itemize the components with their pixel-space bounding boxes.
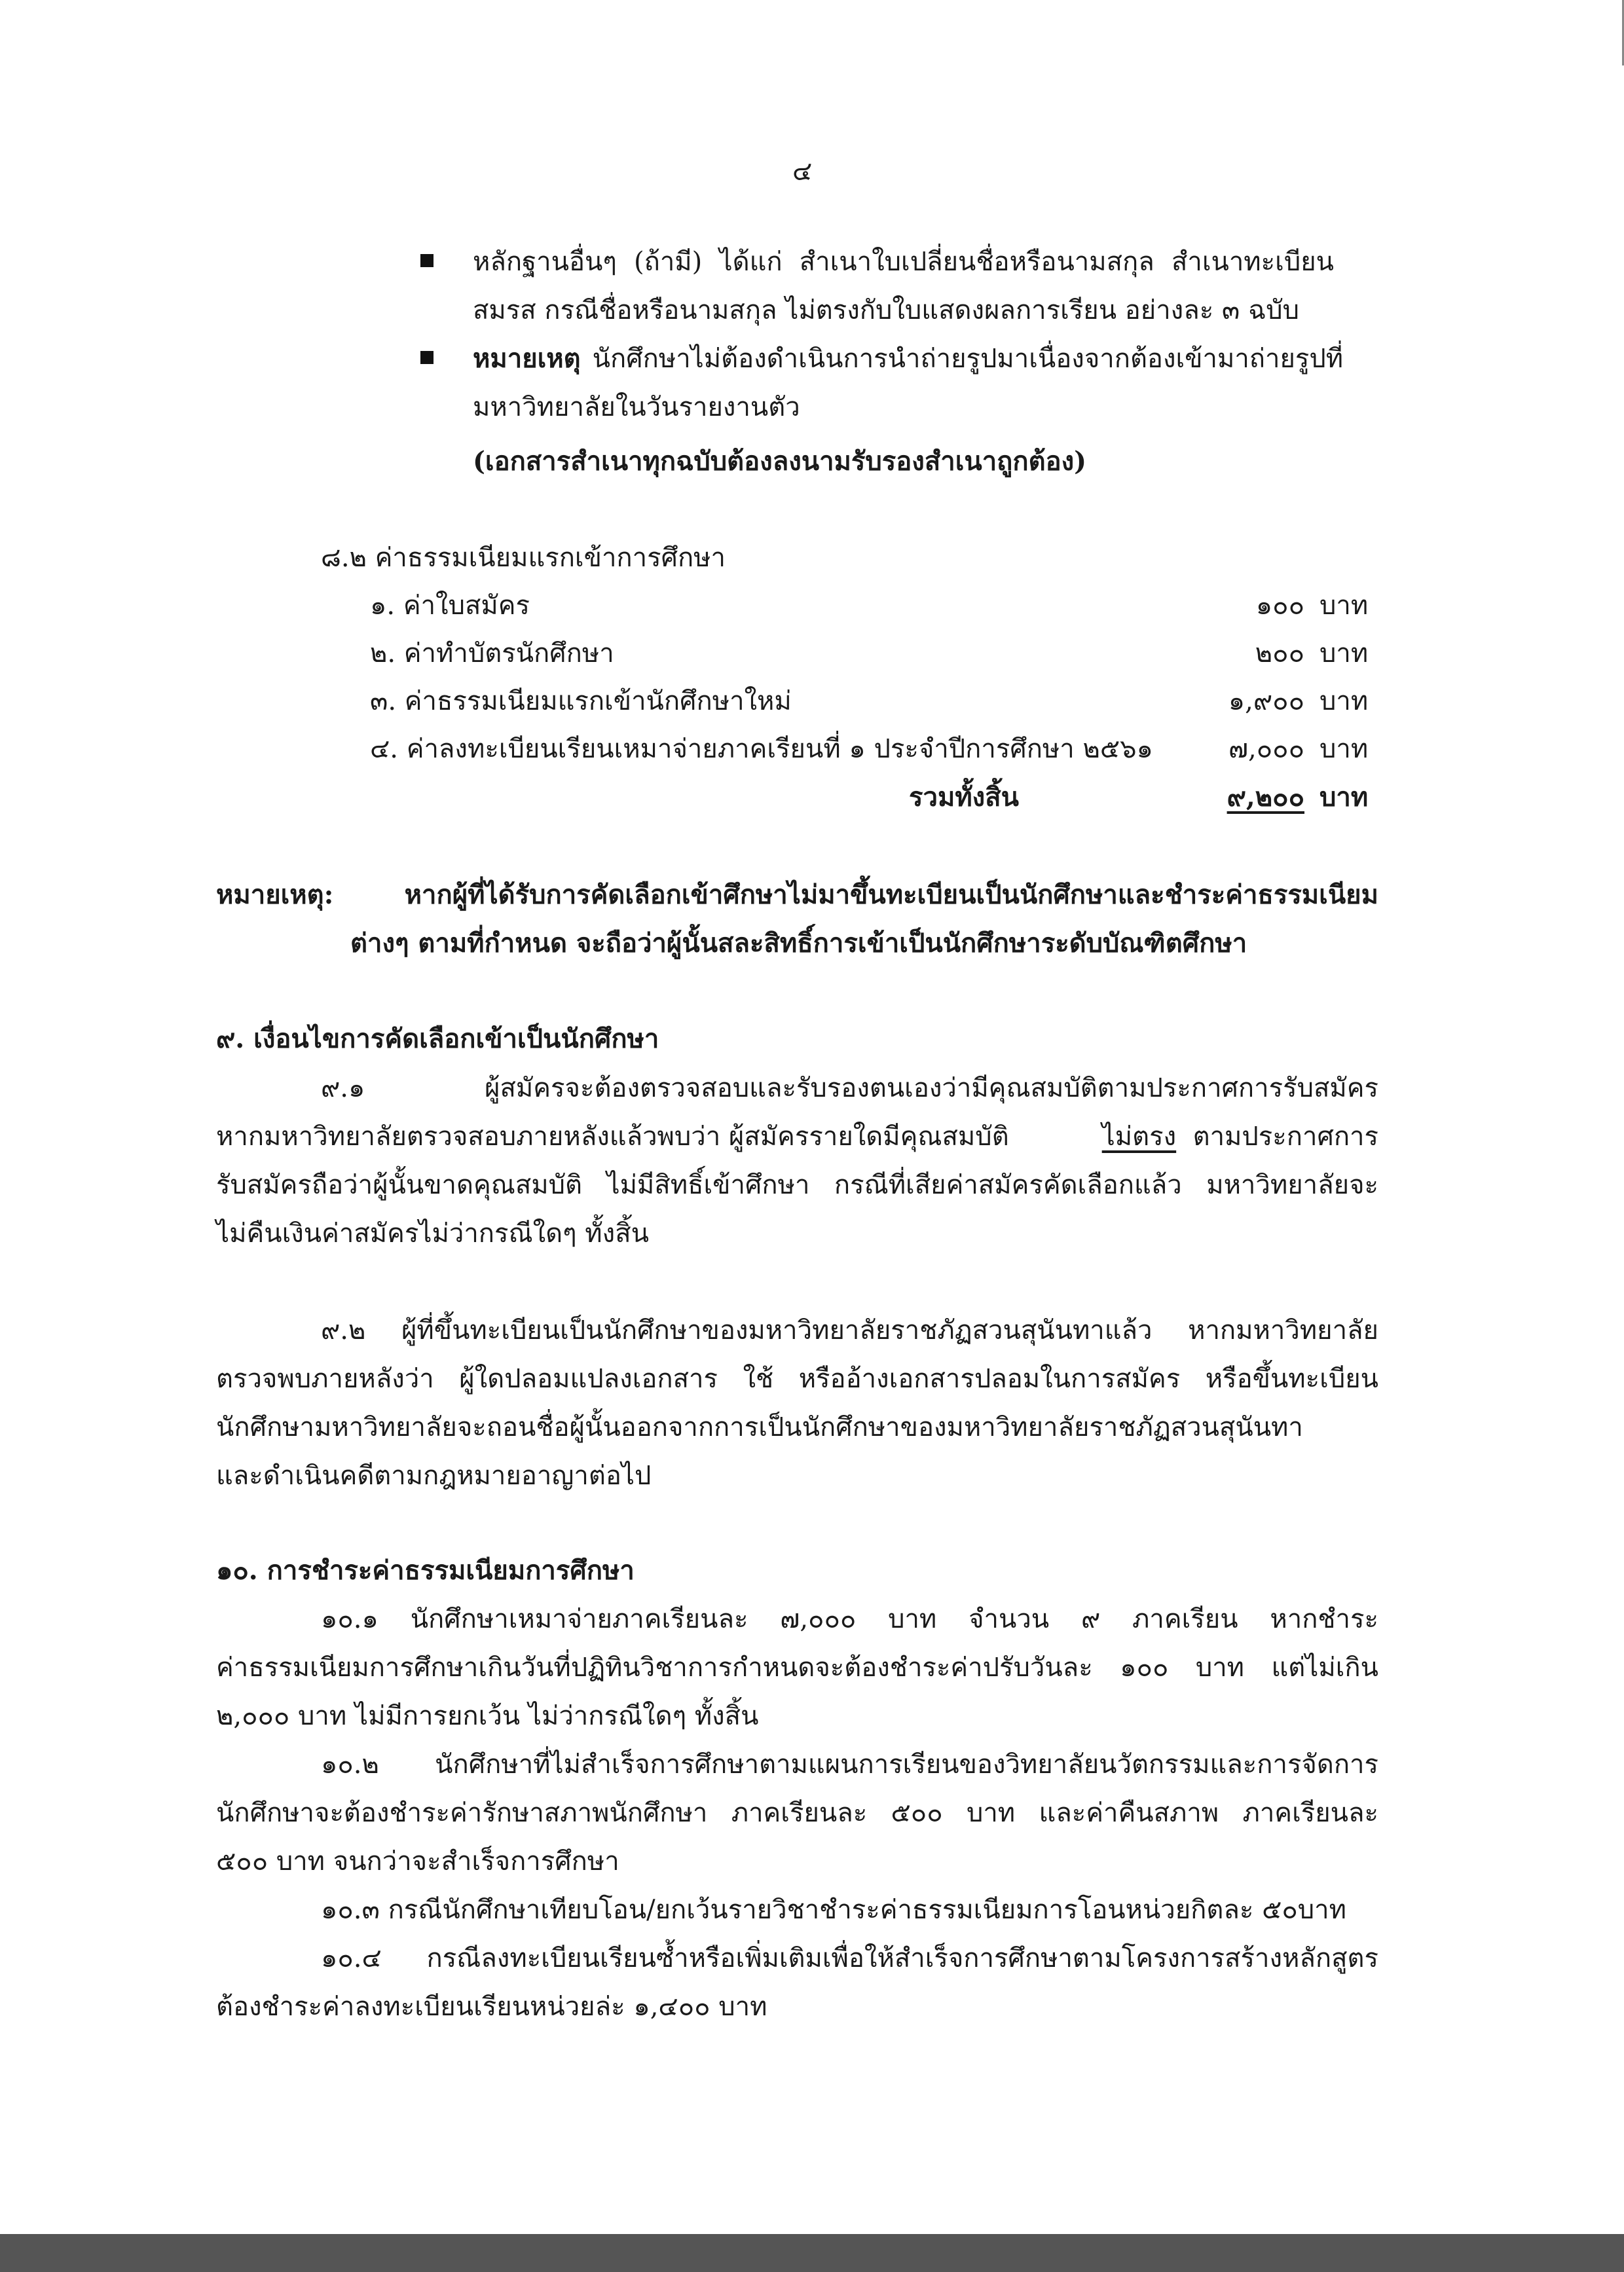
section-9-1-line2: หากมหาวิทยาลัยตรวจสอบภายหลังแล้วพบว่า ผู้สมัครรายใดมีคุณสมบัติ ไม่ตรง ตามประกาศการ	[216, 1122, 1378, 1152]
fee-item-label: ๑. ค่าใบสมัคร	[370, 591, 530, 621]
enrollment-remark-line2: ต่างๆ ตามที่กำหนด จะถือว่าผู้นั้นสละสิทธิ์การเข้าเป็นนักศึกษาระดับบัณฑิตศึกษา	[350, 928, 1247, 959]
section-10-1-body: ค่าธรรมเนียมการศึกษาเกินวันที่ปฏิทินวิชาการกำหนดจะต้องชำระค่าปรับวันละ ๑๐๐ บาท แต่ไม่เกิน ๒,๐๐๐ บาท ไม่มีการยกเว้น ไม่ว่ากรณีใดๆ ทั้งสิ้น	[216, 1653, 1378, 1731]
section-9-1-line1: ๙.๑ ผู้สมัครจะต้องตรวจสอบและรับรองตนเองว่ามีคุณสมบัติตามประกาศการรับสมัคร	[321, 1073, 1378, 1103]
fee-item-unit: บาท	[1320, 591, 1369, 621]
fee-item-amount: ๒๐๐	[1255, 638, 1304, 669]
section-10-4-line2: ต้องชำระค่าลงทะเบียนเรียนหน่วยล่ะ ๑,๔๐๐ บาท	[216, 1992, 767, 2022]
fee-item-label: ๓. ค่าธรรมเนียมแรกเข้านักศึกษาใหม่	[370, 686, 792, 716]
fee-item-amount: ๗,๐๐๐	[1228, 734, 1304, 764]
section-9-2-line1: ๙.๒ ผู้ที่ขึ้นทะเบียนเป็นนักศึกษาของมหาวิทยาลัยราชภัฏสวนสุนันทาแล้ว หากมหาวิทยาลัย	[321, 1315, 1378, 1346]
fee-item-unit: บาท	[1320, 734, 1369, 764]
not-matching-emphasis: ไม่ตรง	[1101, 1122, 1177, 1152]
fee-item-label: ๒. ค่าทำบัตรนักศึกษา	[370, 638, 614, 669]
enrollment-remark: หมายเหตุ: หากผู้ที่ได้รับการคัดเลือกเข้าศึกษาไม่มาขึ้นทะเบียนเป็นนักศึกษาและชำระค่าธรรมเนียม	[216, 879, 1378, 910]
bullet-item-remark	[473, 335, 1365, 383]
remark-text-line2: มหาวิทยาลัยในวันรายงานตัว	[473, 392, 800, 422]
remark-text: นักศึกษาไม่ต้องดำเนินการนำถ่ายรูปมาเนื่องจากต้องเข้ามาถ่ายรูปที่	[592, 344, 1344, 374]
section-9-1-line3: รับสมัครถือว่าผู้นั้นขาดคุณสมบัติ ไม่มีสิทธิ์เข้าศึกษา กรณีที่เสียค่าสมัครคัดเลือกแล้ว มหาวิทยาลัยจะ	[216, 1170, 1378, 1200]
fee-item-unit: บาท	[1320, 686, 1369, 716]
page-number: ๔	[792, 156, 813, 187]
bullet-square-icon	[420, 254, 434, 267]
fee-item-label: ๔. ค่าลงทะเบียนเรียนเหมาจ่ายภาคเรียนที่ ๑ ประจำปีการศึกษา ๒๕๖๑	[370, 734, 1153, 764]
fees-total-label: รวมทั้งสิ้น	[909, 782, 1019, 813]
fees-heading: ๘.๒ ค่าธรรมเนียมแรกเข้าการศึกษา	[321, 543, 726, 573]
bullet-item-other-evidence: หลักฐานอื่นๆ (ถ้ามี) ได้แก่ สำเนาใบเปลี่ยนชื่อหรือนามสกุล สำเนาทะเบียน สมรส กรณีชื่อหรือนามสกุล ไม่ตรงกับใบแสดงผลการเรียน อย่างละ ๓ ฉบับ	[473, 247, 1334, 325]
fees-total-unit: บาท	[1320, 782, 1369, 813]
fees-total-amount: ๙,๒๐๐	[1227, 782, 1304, 813]
section-9-heading: ๙. เงื่อนไขการคัดเลือกเข้าเป็นนักศึกษา	[216, 1023, 659, 1054]
certify-note: (เอกสารสำเนาทุกฉบับต้องลงนามรับรองสำเนาถูกต้อง)	[473, 446, 1087, 477]
section-10-1-line1: ๑๐.๑ นักศึกษาเหมาจ่ายภาคเรียนละ ๗,๐๐๐ บาท จำนวน ๙ ภาคเรียน หากชำระ	[321, 1604, 1378, 1634]
fee-item-amount: ๑๐๐	[1255, 591, 1304, 621]
fee-item-unit: บาท	[1320, 638, 1369, 669]
section-10-4-line1: ๑๐.๔ กรณีลงทะเบียนเรียนซ้ำหรือเพิ่มเติมเพื่อให้สำเร็จการศึกษาตามโครงการสร้างหลักสูตร	[321, 1943, 1378, 1973]
bullet-square-icon	[420, 351, 434, 364]
section-10-2-line1: ๑๐.๒ นักศึกษาที่ไม่สำเร็จการศึกษาตามแผนการเรียนของวิทยาลัยนวัตกรรมและการจัดการ	[321, 1750, 1378, 1780]
remark-label: หมายเหตุ	[473, 343, 581, 374]
fee-item-amount: ๑,๙๐๐	[1228, 686, 1304, 716]
section-10-3: ๑๐.๓ กรณีนักศึกษาเทียบโอน/ยกเว้นรายวิชาชำระค่าธรรมเนียมการโอนหน่วยกิตละ ๕๐บาท	[321, 1895, 1346, 1925]
section-9-2-body: ตรวจพบภายหลังว่า ผู้ใดปลอมแปลงเอกสาร ใช้ หรืออ้างเอกสารปลอมในการสมัคร หรือขึ้นทะเบียน นักศึกษามหาวิทยาลัยจะถอนชื่อผู้นั้นออกจากการเป็นนักศึกษาของมหาวิทยาลัยราชภัฏสวนสุนันทา และดำเนินคดีตามกฎหมายอาญาต่อไป	[216, 1364, 1378, 1491]
section-9-1-line4: ไม่คืนเงินค่าสมัครไม่ว่ากรณีใดๆ ทั้งสิ้น	[216, 1218, 649, 1249]
section-10-heading: ๑๐. การชำระค่าธรรมเนียมการศึกษา	[216, 1555, 635, 1586]
scan-footer-bar	[0, 2234, 1624, 2272]
section-10-2-body: นักศึกษาจะต้องชำระค่ารักษาสภาพนักศึกษา ภาคเรียนละ ๕๐๐ บาท และค่าคืนสภาพ ภาคเรียนละ ๕๐๐ บาท จนกว่าจะสำเร็จการศึกษา	[216, 1798, 1378, 1877]
